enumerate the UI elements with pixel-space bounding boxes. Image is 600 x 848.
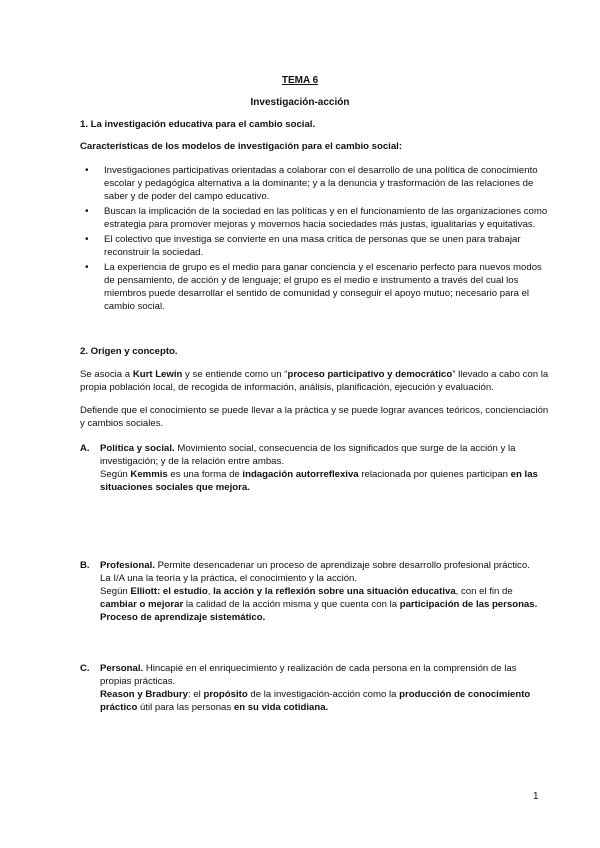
bullet-item: • La experiencia de grupo es el medio para ganar conciencia y el escenario perfecto para nuevos modos de pensamiento, de acción y de lenguaje; el grupo es el medio e instrumento a través del cual los miembros puede desarrollar el sentido de comunidad y conseguir el apoyo mutuo; necesario para el cambio social. [85, 262, 542, 312]
list-item-a: A. Política y social. Movimiento social, consecuencia de los significados que surge de la acción y la investigación; y de la relación entre ambas. Según Kemmis es una forma de indagación autorreflexiva relacionada por quienes participan en las situaciones sociales que mejora. [80, 443, 538, 493]
page-subtitle: Investigación-acción [250, 97, 350, 108]
bullet-icon: • [85, 234, 89, 245]
section-1-heading: 1. La investigación educativa para el cambio social. [80, 119, 316, 130]
list-item-b: B. Profesional. Permite desencadenar un proceso de aprendizaje sobre desarrollo profesional práctico. La I/A una la teoría y la práctica, el conocimiento y la acción. Según Elliott: el estudio, la acción y la reflexión sobre una situación educativa, con el fin de cambiar o mejorar la calidad de la acción misma y que cuenta con la participación de las personas. Proceso de aprendizaje sistemático. [80, 560, 538, 623]
page-number: 1 [533, 791, 539, 802]
bullet-icon: • [85, 206, 89, 217]
bullet-item: • Buscan la implicación de la sociedad en las políticas y en el funcionamiento de las organizaciones como estrategia para promover mejoras y movernos hacia sociedades más justas, igualitarias y equitativas. [85, 206, 548, 230]
item-letter: B. [80, 560, 90, 571]
section-2-heading: 2. Origen y concepto. [80, 346, 178, 357]
section-2-paragraph-1: Se asocia a Kurt Lewin y se entiende como un “proceso participativo y democrático” llevado a cabo con la propia población local, de recogida de información, análisis, planificación, ejecución y evaluación. [80, 369, 549, 393]
bullet-item: • Investigaciones participativas orientadas a colaborar con el desarrollo de una política de conocimiento escolar y pedagógica alternativa a la dominante; y a la denuncia y trasformación de las relaciones de saber y de poder del campo educativo. [85, 165, 538, 202]
list-item-c: C. Personal. Hincapié en el enriquecimiento y realización de cada persona en la comprensión de las propias prácticas. Reason y Bradbury: el propósito de la investigación-acción como la producción de conocimiento práctico útil para las personas en su vida cotidiana. [80, 663, 531, 713]
section-1-bullet-list [80, 164, 550, 315]
bullet-icon: • [85, 165, 89, 176]
item-letter: C. [80, 663, 90, 674]
section-2-paragraph-2: Defiende que el conocimiento se puede llevar a la práctica y se puede lograr avances teóricos, concienciación y cambios sociales. [80, 405, 549, 429]
bullet-icon: • [85, 262, 89, 273]
item-letter: A. [80, 443, 90, 454]
page-title: TEMA 6 [281, 75, 319, 86]
section-1-subheading: Características de los modelos de investigación para el cambio social: [80, 141, 403, 152]
bullet-item: • El colectivo que investiga se convierte en una masa crítica de personas que se unen para trabajar reconstruir la sociedad. [85, 234, 521, 258]
